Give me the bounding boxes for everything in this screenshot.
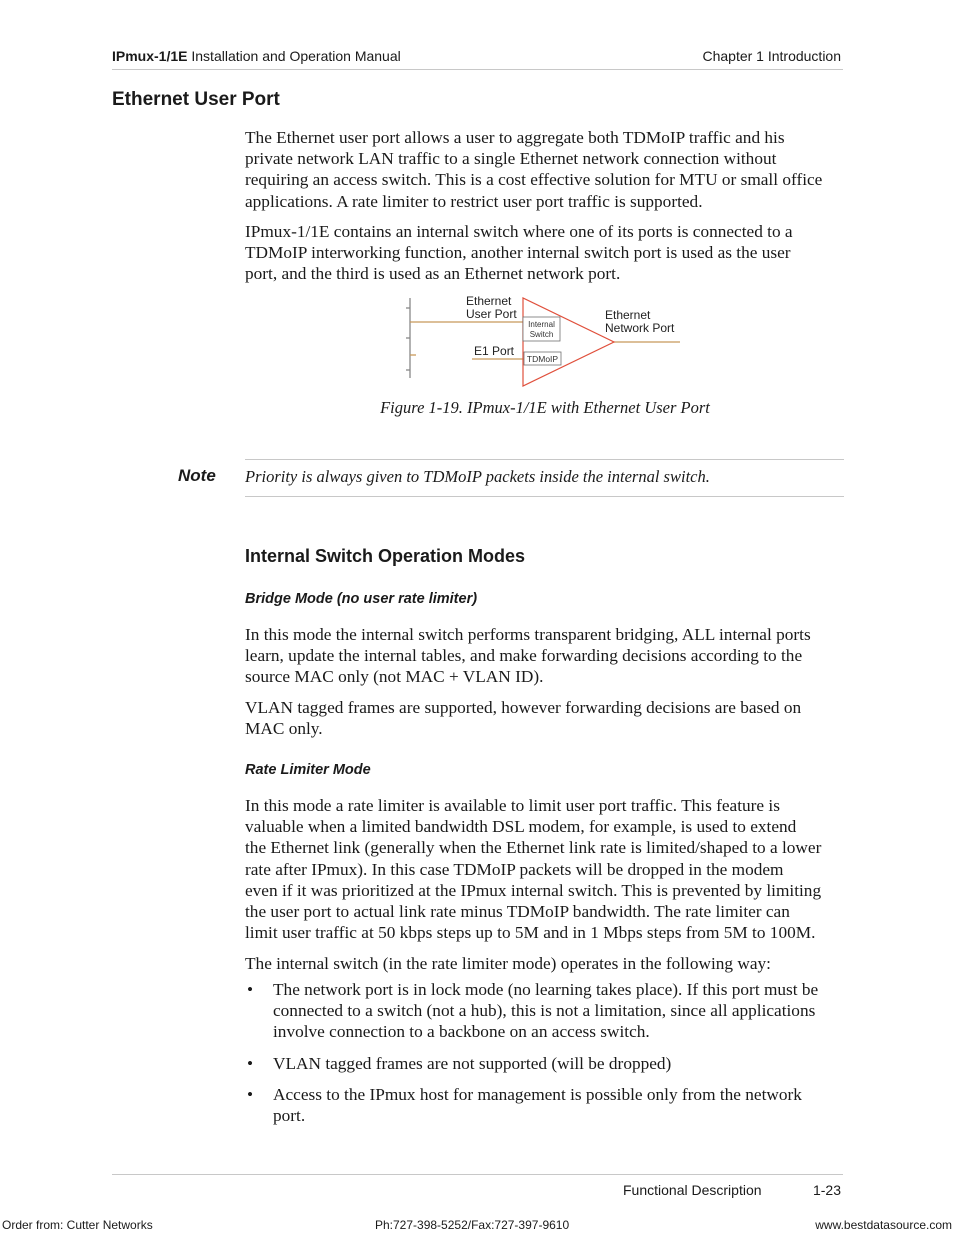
rate-bullet-list <box>245 979 845 1136</box>
bullet-icon: • <box>247 1053 254 1073</box>
ipmux-diagram <box>380 288 700 388</box>
list-item: • VLAN tagged frames are not supported (will be dropped) <box>247 1053 672 1073</box>
footer-section: Functional Description <box>623 1182 762 1198</box>
running-header-title: IPmux-1/1E Installation and Operation Manual <box>112 48 401 64</box>
order-from: Order from: Cutter Networks <box>2 1218 153 1232</box>
bridge-paragraph-2: VLAN tagged frames are supported, however forwarding decisions are based on MAC only. <box>245 698 802 739</box>
bridge-paragraph-1: In this mode the internal switch performs transparent bridging, ALL internal ports learn, update the internal tables, and make forwarding decisions according to the source MAC only (not MAC + VLAN ID). <box>245 625 811 687</box>
footer-rule <box>112 1174 843 1175</box>
ipmux-triangle <box>523 298 614 386</box>
internal-switch-label-2: Switch <box>529 330 554 339</box>
header-rule <box>112 69 843 70</box>
list-item: • Access to the IPmux host for management is possible only from the network port. <box>247 1084 802 1126</box>
bullet-icon: • <box>247 980 254 999</box>
ethernet-user-port-label-1: Ethernet <box>466 294 512 308</box>
order-website: www.bestdatasource.com <box>815 1218 952 1232</box>
note-bottom-rule <box>245 496 844 497</box>
modes-heading: Internal Switch Operation Modes <box>245 546 526 566</box>
note-text: Priority is always given to TDMoIP packets inside the internal switch. <box>245 467 710 486</box>
ethernet-network-port-label-1: Ethernet <box>605 308 651 322</box>
intro-paragraph: The Ethernet user port allows a user to aggregate both TDMoIP traffic and his private network LAN traffic to a single Ethernet network connection without requiring an access switch. This is a cost effective solution for MTU or small office applications. A rate limiter to restrict user port traffic is supported. <box>245 128 823 211</box>
bridge-mode-heading: Bridge Mode (no user rate limiter) <box>245 591 478 607</box>
switch-paragraph: IPmux-1/1E contains an internal switch where one of its ports is connected to a TDMoIP interworking function, another internal switch port is used as the user port, and the third is used as an Ethernet network port. <box>245 222 793 284</box>
bullet-icon: • <box>247 1084 254 1104</box>
ethernet-network-port-label-2: Network Port <box>605 321 675 335</box>
e1-port-label: E1 Port <box>474 344 515 358</box>
order-phone: Ph:727-398-5252/Fax:727-397-9610 <box>375 1218 570 1232</box>
internal-switch-label-1: Internal <box>528 320 555 329</box>
rate-paragraph-1: In this mode a rate limiter is available to limit user port traffic. This feature is valuable when a limited bandwidth DSL modem, for example, is used to extend the Ethernet link (generally when the Ethernet link rate is limited/shaped to a lower rate after IPmux). In this case TDMoIP packets will be dropped in the modem even if it was prioritized at the IPmux internal switch. This is prevented by limiting the user port to actual link rate minus TDMoIP bandwidth. The rate limiter can limit user traffic at 50 kbps steps up to 5M and in 1 Mbps steps from 5M to 100M. <box>245 796 822 943</box>
ethernet-user-port-label-2: User Port <box>466 307 517 321</box>
list-item: • The network port is in lock mode (no learning takes place). If this port must be connected to a switch (not a hub), this is not a limitation, since all applications involve connection to a backbone on an access switch. <box>247 980 819 1042</box>
note-label: Note <box>178 466 216 485</box>
tdmoip-label: TDMoIP <box>526 354 559 364</box>
running-header-chapter: Chapter 1 Introduction <box>702 48 841 64</box>
rate-paragraph-2: The internal switch (in the rate limiter mode) operates in the following way: <box>245 954 771 973</box>
note-top-rule <box>245 459 844 460</box>
rate-limiter-heading: Rate Limiter Mode <box>245 762 371 778</box>
section-heading: Ethernet User Port <box>112 89 280 110</box>
footer-page-number: 1-23 <box>812 1182 841 1198</box>
figure-caption: Figure 1-19. IPmux-1/1E with Ethernet User Port <box>380 398 710 417</box>
